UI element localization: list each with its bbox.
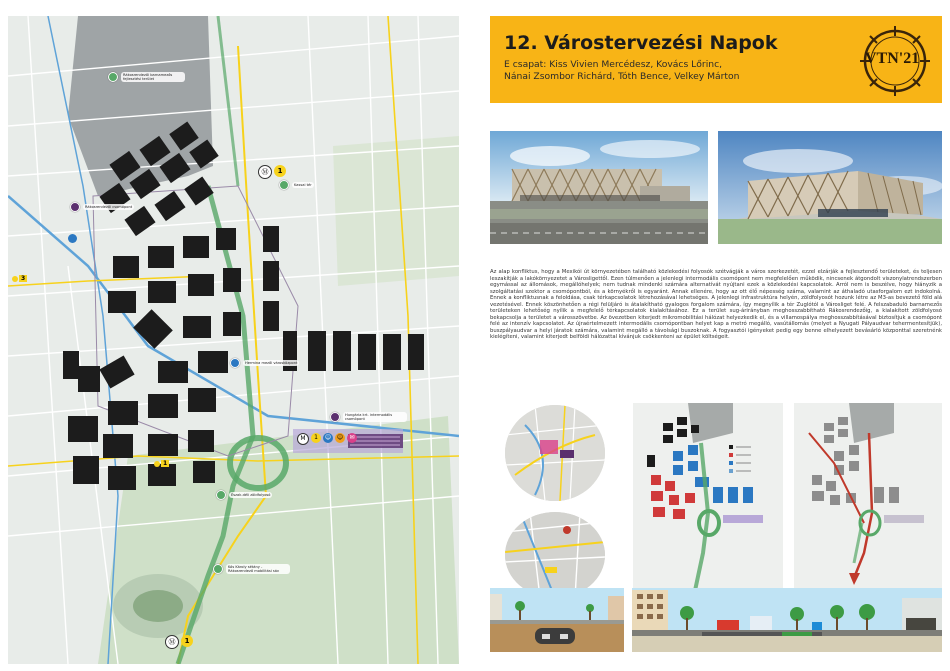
diagram-corridor[interactable] xyxy=(794,403,942,600)
street-section-tunnel[interactable] xyxy=(490,588,624,652)
station-icon-strip[interactable] xyxy=(297,433,357,445)
line-badge-1: 1 xyxy=(154,460,169,467)
diagram-functions[interactable] xyxy=(633,403,783,600)
metro-badge-north[interactable]: Ⓜ 1 xyxy=(258,165,286,179)
logo-text: VTN'21 xyxy=(865,50,920,67)
transit-pin-icon xyxy=(70,202,80,212)
tram-icon xyxy=(12,276,18,282)
metro-icon: Ⓜ xyxy=(258,165,272,179)
map-label-herminamezo[interactable]: Hermina mezői városközpont xyxy=(230,358,299,368)
map-label-rakosrendezo[interactable]: Rákosrendezői csomópont xyxy=(70,202,134,212)
tram-pin-icon xyxy=(230,358,240,368)
metro-badge-south[interactable]: Ⓜ 1 xyxy=(165,635,193,649)
render-daytime[interactable] xyxy=(490,131,708,244)
map-label-green-corridor[interactable]: Észak-déli zöldfolyosó xyxy=(216,490,272,500)
masterplan-map[interactable] xyxy=(8,16,459,664)
coach-icon: ☺ xyxy=(336,434,344,441)
bus-icon: ☺ xyxy=(324,434,332,441)
map-label-hungaria-node[interactable]: Hungária krt. intermodális csomópont xyxy=(330,412,407,422)
map-label-kassai-ter[interactable]: Kassai tér xyxy=(279,180,314,190)
metro-icon: Ⓜ xyxy=(165,635,179,649)
metro-icon: M xyxy=(297,433,309,445)
render-evening[interactable] xyxy=(718,131,942,244)
team-line-1: E csapat: Kiss Vivien Mercédesz, Kovács Lőrinc, xyxy=(504,59,723,70)
vtn-logo xyxy=(858,24,932,98)
tram-icon xyxy=(154,461,160,467)
rail-icon xyxy=(68,234,77,243)
park-area xyxy=(333,136,459,286)
shopping-icon: ✉ xyxy=(347,433,357,443)
location-map-city[interactable] xyxy=(505,405,605,501)
brownfield-area xyxy=(68,16,213,196)
leaf-pin-icon xyxy=(108,72,118,82)
line-icon: 1 xyxy=(311,433,321,443)
location-map-district[interactable] xyxy=(505,512,605,598)
line-badge-3-west: 3 xyxy=(12,275,27,282)
leaf-pin-icon xyxy=(216,490,226,500)
title-header xyxy=(490,16,942,103)
team-line-2: Nánai Zsombor Richárd, Tóth Bence, Velkey Márton xyxy=(504,71,740,82)
street-section-boulevard[interactable] xyxy=(632,588,942,652)
map-label-brownfield[interactable]: Rákosrendezői barnamezős fejlesztési terület xyxy=(108,72,185,82)
page-title: 12. Várostervezési Napok xyxy=(504,32,778,54)
leaf-pin-icon xyxy=(279,180,289,190)
transit-pin-icon xyxy=(330,412,340,422)
map-label-kos-karoly[interactable]: Kós Károly sétány - Rákosrendező mobilitási sáv xyxy=(213,564,290,574)
leaf-pin-icon xyxy=(213,564,223,574)
project-description: Az alap konfliktus, hogy a Mexikói út környezetében található közlekedési folyosók szétvágják a város szerkezetét, ezzel elzárják a fejlesztendő területeket, és teljesen leszakítják a lakókörnyezetet a Városligettől. Ezen túlmenően a jelenlegi intermodális csomópont nem megfelelően működik, nincsenek átgondolt viszonylatrendszerben egymással az állomások, megállóhelyek; nem tudnak mindenki számára alternatívát nyújtani ezek a közlekedési kapcsolatok. Arról nem is beszélve, hogy hiányzik a szolgáltatási szektor a csomópontból, és a környékről is egyaránt. Annak ellenére, hogy az ott élő népesség száma, valamint az áthaladó utasforgalom ezt indokolná. Ennek a konfliktusnak a feloldása, csak térkapcsolatok létrehozásával lehetséges. A jelenlegi infrastruktúra helyén, zöldfolyosót hozunk létre az M3-as bevezető föld alá vezetésével. Ennek köszönhetően a régi felüljáró is átalakítható gyalogos forgalom számára, így megnyílik a tér Zuglótól a Városliget felé. A felszabaduló barnamezős területeken lehetőség nyílik a megfelelő térkapcsolatok kialakításához. Ez a terület sug-árirányban meghosszabbítható Rákosrendezőig, a kialakított zöldfolyosó bekapcsolja a területet a városszövetbe. Az övezetben kiterjedt mikromobilitási hálózat helyezkedik el, és a villamospálya meghosszabbításával biztosítjuk a csomópont felé az intenzív kapcsolatot. Az újraértelmezett intermodális csomópontban helyet kap a metró megálló, vasútállomás (melyet a Nyugati Pályaudvar tehermentesítjük), buszpályaudvar a helyi járatok számára, valamint megálló a távolsági buszoknak. A fogyasztói igényeket pedig egy benne elhelyezett bevásárló központtal szeretnénk kielégíteni, valamint kiterjedt belföldi hálózattal kívánjuk csökkenteni az épület költségeit. xyxy=(490,269,942,341)
team-names xyxy=(504,59,834,83)
